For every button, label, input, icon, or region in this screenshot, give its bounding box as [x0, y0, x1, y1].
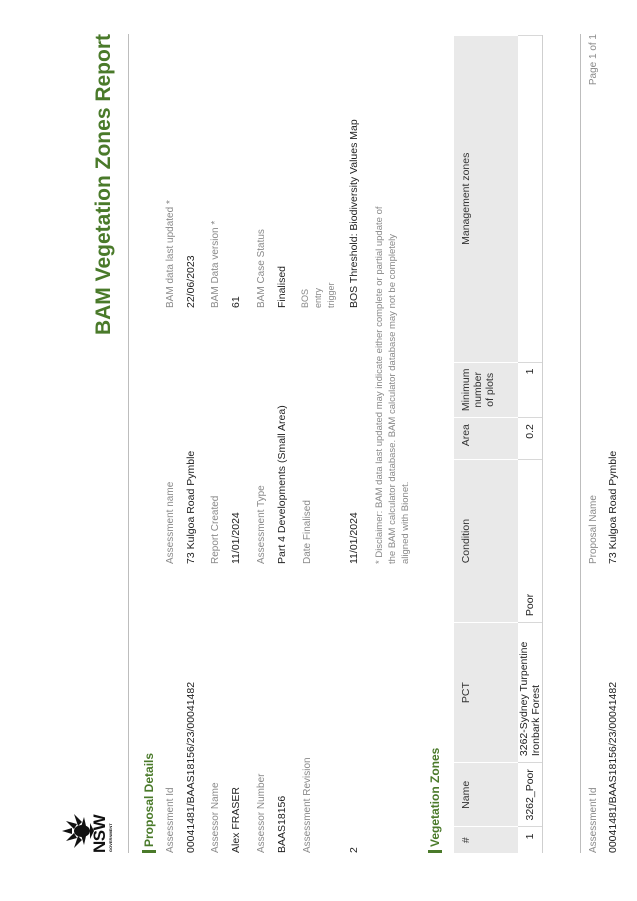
- col-header-pct: PCT: [454, 623, 518, 763]
- cell-pct: 3262-Sydney Turpentine Ironbark Forest: [518, 623, 543, 763]
- assessor-name-label: Assessor Name: [210, 782, 221, 853]
- date-finalised-label: Date Finalised: [302, 500, 313, 564]
- cell-management-zones: [518, 36, 543, 363]
- col-header-area: Area: [454, 418, 518, 460]
- assessment-revision-label: Assessment Revision: [302, 757, 313, 853]
- assessment-name-value: 73 Kulgoa Road Pymble: [185, 450, 197, 564]
- logo-subtext: GOVERNMENT: [108, 823, 113, 852]
- page-number: Page 1 of 1: [588, 34, 599, 86]
- cell-name: 3262_Poor: [518, 763, 543, 827]
- bos-entry-label-line2: entry: [313, 287, 323, 308]
- footer-divider: [580, 34, 581, 853]
- cell-condition: Poor: [518, 460, 543, 623]
- vegetation-zones-heading: Vegetation Zones: [428, 748, 442, 853]
- table-row: [518, 36, 543, 854]
- assessor-number-label: Assessor Number: [256, 773, 267, 853]
- bos-entry-value: BOS Threshold: Biodiversity Values Map: [348, 119, 360, 308]
- bos-entry-label-line3: trigger: [326, 282, 336, 308]
- waratah-icon: [60, 809, 94, 853]
- report-created-label: Report Created: [210, 495, 221, 564]
- case-status-value: Finalised: [276, 265, 288, 308]
- header-divider: [128, 34, 129, 853]
- cell-area: 0.2: [518, 418, 543, 460]
- cell-number: 1: [518, 827, 543, 853]
- report-title: BAM Vegetation Zones Report: [92, 34, 115, 336]
- logo-text: NSW: [90, 814, 109, 853]
- col-header-condition: Condition: [454, 460, 518, 623]
- col-header-min-plots: Minimum number of plots: [454, 362, 518, 418]
- report-created-value: 11/01/2024: [230, 512, 242, 564]
- footer-assessment-id-label: Assessment Id: [588, 787, 599, 853]
- footer-proposal-name-label: Proposal Name: [588, 495, 599, 564]
- nsw-government-logo: [60, 805, 112, 853]
- footer-proposal-name-value: 73 Kulgoa Road Pymble: [607, 450, 619, 564]
- table-header-row: [454, 36, 518, 854]
- assessment-id-label: Assessment Id: [165, 787, 176, 853]
- bam-updated-label: BAM data last updated *: [165, 200, 176, 308]
- assessment-revision-value: 2: [348, 847, 360, 853]
- col-header-number: #: [454, 827, 518, 853]
- col-header-name: Name: [454, 763, 518, 827]
- case-status-label: BAM Case Status: [256, 229, 267, 308]
- bam-updated-value: 22/06/2023: [185, 255, 197, 308]
- assessor-number-value: BAAS18156: [276, 795, 288, 853]
- date-finalised-value: 11/01/2024: [348, 512, 360, 564]
- assessment-id-value: 00041481/BAAS18156/23/00041482: [185, 681, 197, 853]
- vegetation-zones-table: [454, 35, 543, 853]
- proposal-details-heading: Proposal Details: [142, 753, 156, 853]
- bam-version-label: BAM Data version *: [210, 220, 221, 308]
- bos-entry-label-line1: BOS: [300, 288, 310, 308]
- assessment-name-label: Assessment name: [165, 481, 176, 564]
- cell-min-plots: 1: [518, 362, 543, 418]
- disclaimer-text: * Disclaimer: BAM data last updated may indicate either complete or partial update of the BAM calculator database. BAM calculator database may not be completely aligned with Bionet.: [374, 206, 411, 564]
- footer-assessment-id-value: 00041481/BAAS18156/23/00041482: [607, 681, 619, 853]
- assessor-name-value: Alex FRASER: [230, 787, 242, 853]
- assessment-type-label: Assessment Type: [256, 485, 267, 564]
- bam-version-value: 61: [230, 296, 242, 308]
- col-header-management-zones: Management zones: [454, 36, 518, 363]
- assessment-type-value: Part 4 Developments (Small Area): [276, 405, 288, 564]
